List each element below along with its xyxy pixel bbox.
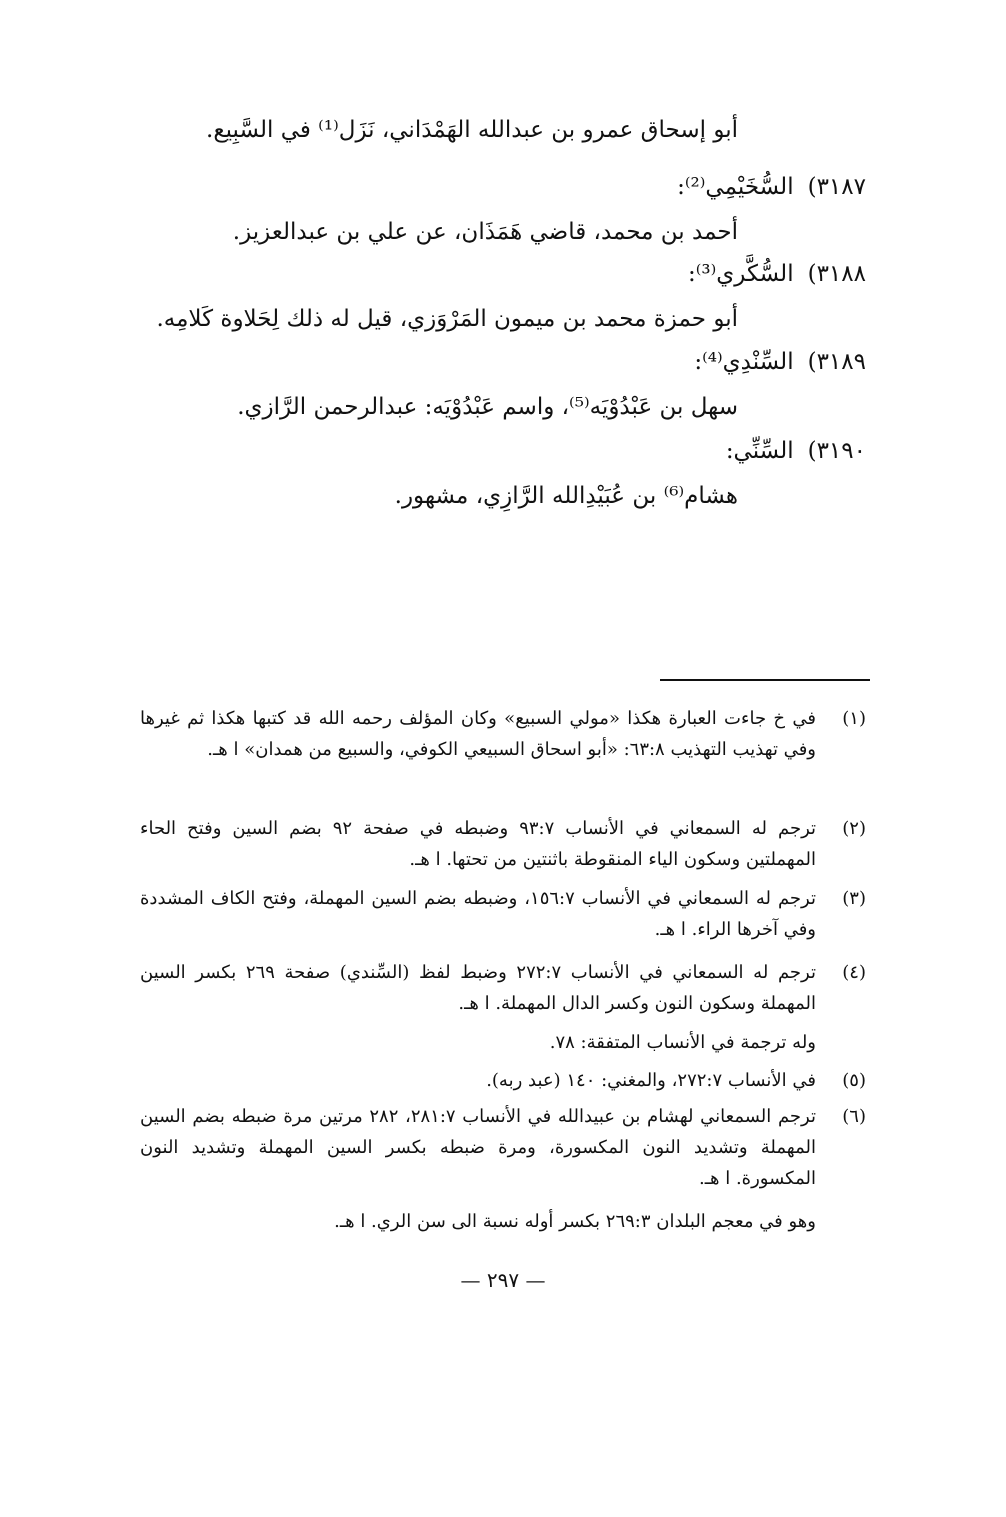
intro-line: أبو إسحاق عمرو بن عبدالله الهَمْدَاني، نَزَل⁽¹⁾ في السَّبِيع. <box>206 117 738 143</box>
page-number: — ٢٩٧ — <box>460 1268 546 1292</box>
footnote-separator <box>660 679 870 681</box>
footnote-extra-6: وهو في معجم البلدان ٢٦٩:٣ بكسر أوله نسبة الى سن الري. ا هـ. <box>334 1211 816 1232</box>
footnote-text-6: ترجم السمعاني لهشام بن عبيدالله في الأنساب ٢٨١:٧، ٢٨٢ مرتين مرة ضبطه بضم السين المهملة وتشديد النون المكسورة، ومرة ضبطه بكسر السين المهملة وتشديد النون المكسورة. ا هـ. <box>140 1106 816 1189</box>
footnote-text-1: في خ جاءت العبارة هكذا «مولي السبيع» وكان المؤلف رحمه الله قد كتبها هكذا ثم غيرها وفي تهذيب التهذيب ٦٣:٨: «أبو اسحاق السبيعي الكوفي، والسبيع من همدان» ا هـ. <box>140 708 816 760</box>
footnote-mark-1: (١) <box>842 708 866 729</box>
entry-text-3189: سهل بن عَبْدُوْيَه⁽⁵⁾، واسم عَبْدُوْيَه: عبدالرحمن الرَّازي. <box>237 394 738 420</box>
footnote-mark-2: (٢) <box>842 818 866 839</box>
footnote-text-2: ترجم له السمعاني في الأنساب ٩٣:٧ وضبطه في صفحة ٩٢ بضم السين وفتح الحاء المهملتين وسكون الياء المنقوطة باثنتين من تحتها. ا هـ. <box>140 818 817 870</box>
footnote-mark-6: (٦) <box>842 1106 866 1127</box>
entry-number: ٣١٩٠) <box>807 438 866 464</box>
entry-text-3187: أحمد بن محمد، قاضي هَمَذَان، عن علي بن عبدالعزيز. <box>232 219 738 245</box>
footnote-extra-4: وله ترجمة في الأنساب المتفقة: ٧٨. <box>549 1032 816 1053</box>
footnote-text-3: ترجم له السمعاني في الأنساب ١٥٦:٧، وضبطه بضم السين المهملة، وفتح الكاف المشددة وفي آخرها الراء. ا هـ. <box>140 888 816 940</box>
entry-title: السُّخَيْمِي⁽²⁾: <box>677 174 794 200</box>
entry-heading-3187 <box>677 170 866 204</box>
footnote-mark-3: (٣) <box>842 888 866 909</box>
footnote-text-4: ترجم له السمعاني في الأنساب ٢٧٢:٧ وضبط لفظ (السِّندي) صفحة ٢٦٩ بكسر السين المهملة وسكون النون وكسر الدال المهملة. ا هـ. <box>140 962 816 1014</box>
entry-heading-3188 <box>688 257 866 291</box>
footnote-mark-5: (٥) <box>842 1070 866 1091</box>
entry-heading-3190 <box>726 434 866 468</box>
entry-text-3188: أبو حمزة محمد بن ميمون المَرْوَزي، قيل له ذلك لِحَلاوة كَلامِه. <box>156 306 738 332</box>
footnote-mark-4: (٤) <box>842 962 866 983</box>
entry-heading-3189 <box>694 345 866 379</box>
entry-title: السُّكَّري⁽³⁾: <box>687 261 794 287</box>
entry-number: ٣١٨٧) <box>807 174 866 200</box>
footnote-text-5: في الأنساب ٢٧٢:٧، والمغني: ١٤٠ (عبد ربه). <box>486 1070 816 1091</box>
entry-number: ٣١٨٩) <box>807 349 866 375</box>
entry-number: ٣١٨٨) <box>807 261 866 287</box>
entry-text-3190: هشام⁽⁶⁾ بن عُبَيْدِالله الرَّازِي، مشهور. <box>394 483 738 509</box>
entry-title: السِّنْدِي⁽⁴⁾: <box>694 349 794 375</box>
entry-title: السِّنِّي: <box>725 438 794 464</box>
